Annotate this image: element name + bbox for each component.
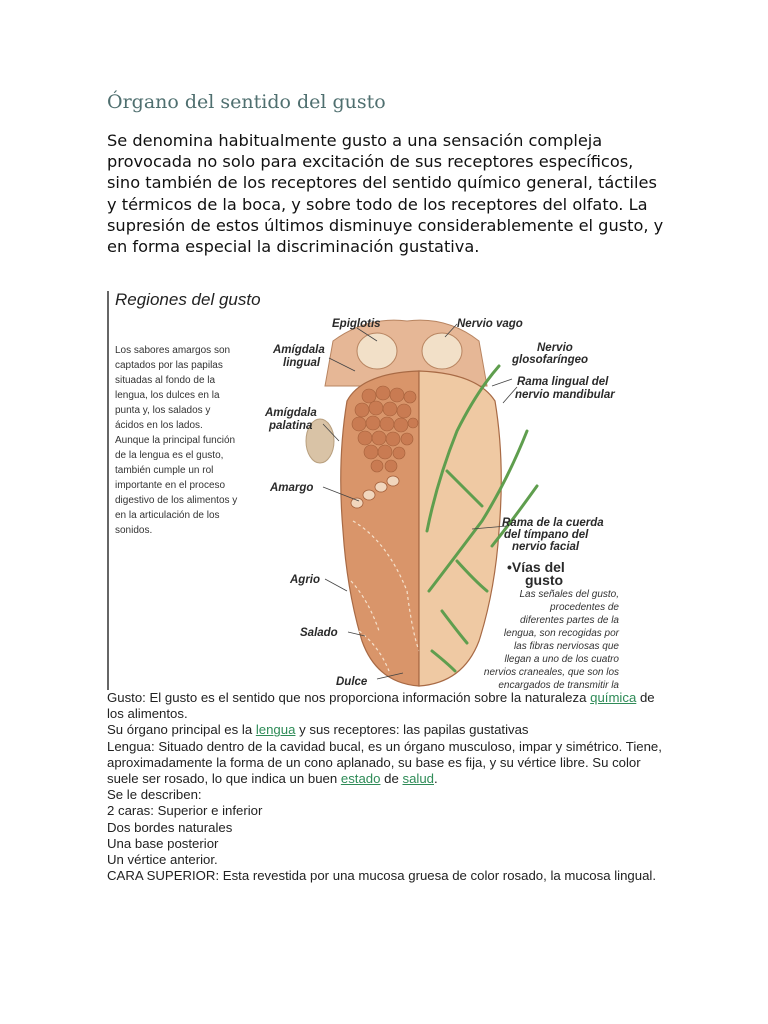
label-rama-cuerda-3: nervio facial: [512, 541, 580, 553]
label-rama-lingual: Rama lingual del: [517, 376, 609, 388]
label-salado: Salado: [300, 627, 338, 639]
page-title: Órgano del sentido del gusto: [107, 91, 386, 113]
left-caption-line: importante en el proceso: [115, 480, 226, 491]
text-span: .: [434, 771, 438, 787]
left-caption-line: Aunque la principal función: [115, 435, 236, 446]
link-lengua[interactable]: lengua: [255, 722, 296, 738]
text-span: de: [380, 771, 403, 787]
paragraph-base: Una base posterior: [107, 835, 219, 851]
paragraph-bordes: Dos bordes naturales: [107, 819, 233, 835]
paragraph-gusto: [107, 690, 667, 722]
left-caption-line: en la articulación de los: [115, 510, 220, 521]
label-nervio-gloso-2: glosofaríngeo: [512, 354, 589, 366]
text-span: de los alimentos.: [107, 690, 655, 722]
paragraph-vertice: Un vértice anterior.: [107, 852, 218, 868]
label-rama-lingual-2: nervio mandibular: [515, 389, 615, 401]
left-caption-line: situadas al fondo de la: [115, 375, 216, 386]
text-span: Su órgano principal es la: [107, 722, 256, 738]
label-vias-del-gusto: •Vías del: [507, 559, 565, 575]
text-span: y sus receptores: las papilas gustativas: [295, 722, 529, 738]
paragraph-cara-superior: CARA SUPERIOR: Esta revestida por una mucosa gruesa de color rosado, la mucosa lingual.: [107, 868, 657, 884]
label-epiglotis: Epiglotis: [332, 318, 381, 330]
left-caption-line: lengua, los dulces en la: [115, 390, 220, 401]
paragraph-organo: [107, 722, 667, 738]
text-span: Gusto: El gusto es el sentido que nos proporciona información sobre la naturaleza: [107, 690, 591, 705]
label-amigdala-lingual-2: lingual: [283, 357, 321, 369]
intro-paragraph: Se denomina habitualmente gusto a una sensación compleja provocada no solo para excitación de sus receptores específicos, sino también de los receptores del sentido químico general, táctiles y térmicos de la boca, y sobre todo de los receptores del olfato. La supresión de estos últimos disminuye considerablemente el gusto, y en forma especial la discriminación gustativa.: [107, 131, 664, 257]
left-caption-line: punta y, los salados y: [115, 405, 211, 416]
label-dulce: Dulce: [336, 676, 368, 688]
link-salud[interactable]: salud: [402, 771, 435, 787]
link-quimica[interactable]: química: [590, 690, 637, 705]
text-span: Lengua: Situado dentro de la cavidad bucal, es un órgano musculoso, impar y simétrico. Tiene, aproximadamente la forma de un cono aplanado, su base es fija, y su vértice libre. Su color suele ser rosado, lo que indica un buen: [107, 738, 662, 787]
paragraph-describen: Se le describen:: [107, 787, 202, 803]
left-caption-line: sonidos.: [115, 525, 153, 536]
figure-heading: Regiones del gusto: [115, 291, 261, 309]
right-caption-line: nervios craneales, que son los: [483, 667, 619, 678]
label-nervio-gloso: Nervio: [537, 342, 573, 354]
body-text: [107, 690, 667, 884]
label-amigdala-lingual: Amígdala: [273, 344, 325, 356]
paragraph-lengua: [107, 739, 667, 788]
right-caption-line: las fibras nerviosas que: [513, 641, 619, 652]
right-caption-line: encargados de transmitir la: [498, 680, 619, 690]
left-caption-line: captados por las papilas: [115, 360, 223, 371]
right-caption-line: llegan a uno de los cuatro: [504, 654, 619, 665]
right-caption-line: diferentes partes de la: [520, 615, 619, 626]
left-caption-line: Los sabores amargos son: [115, 345, 231, 356]
label-amigdala-palatina: Amígdala: [265, 407, 317, 419]
label-vias-del-gusto-2: gusto: [525, 572, 564, 588]
left-caption-line: de la lengua es el gusto,: [115, 450, 224, 461]
right-caption-line: Las señales del gusto,: [519, 589, 619, 600]
paragraph-caras: 2 caras: Superior e inferior: [107, 803, 263, 819]
label-rama-cuerda-2: del tímpano del: [504, 529, 589, 541]
label-amargo: Amargo: [270, 482, 314, 494]
tongue-taste-regions-figure: [107, 291, 634, 690]
left-caption-line: digestivo de los alimentos y: [115, 495, 238, 506]
right-caption-line: procedentes de: [550, 602, 619, 613]
left-caption-line: ácidos en los lados.: [115, 420, 203, 431]
left-caption-line: también cumple un rol: [115, 465, 214, 476]
label-rama-cuerda: Rama de la cuerda: [502, 517, 604, 529]
label-agrio: Agrio: [290, 574, 321, 586]
label-amigdala-palatina-2: palatina: [269, 420, 313, 432]
label-nervio-vago: Nervio vago: [457, 318, 523, 330]
right-caption-line: lengua, son recogidas por: [503, 628, 619, 639]
link-estado[interactable]: estado: [340, 771, 381, 787]
